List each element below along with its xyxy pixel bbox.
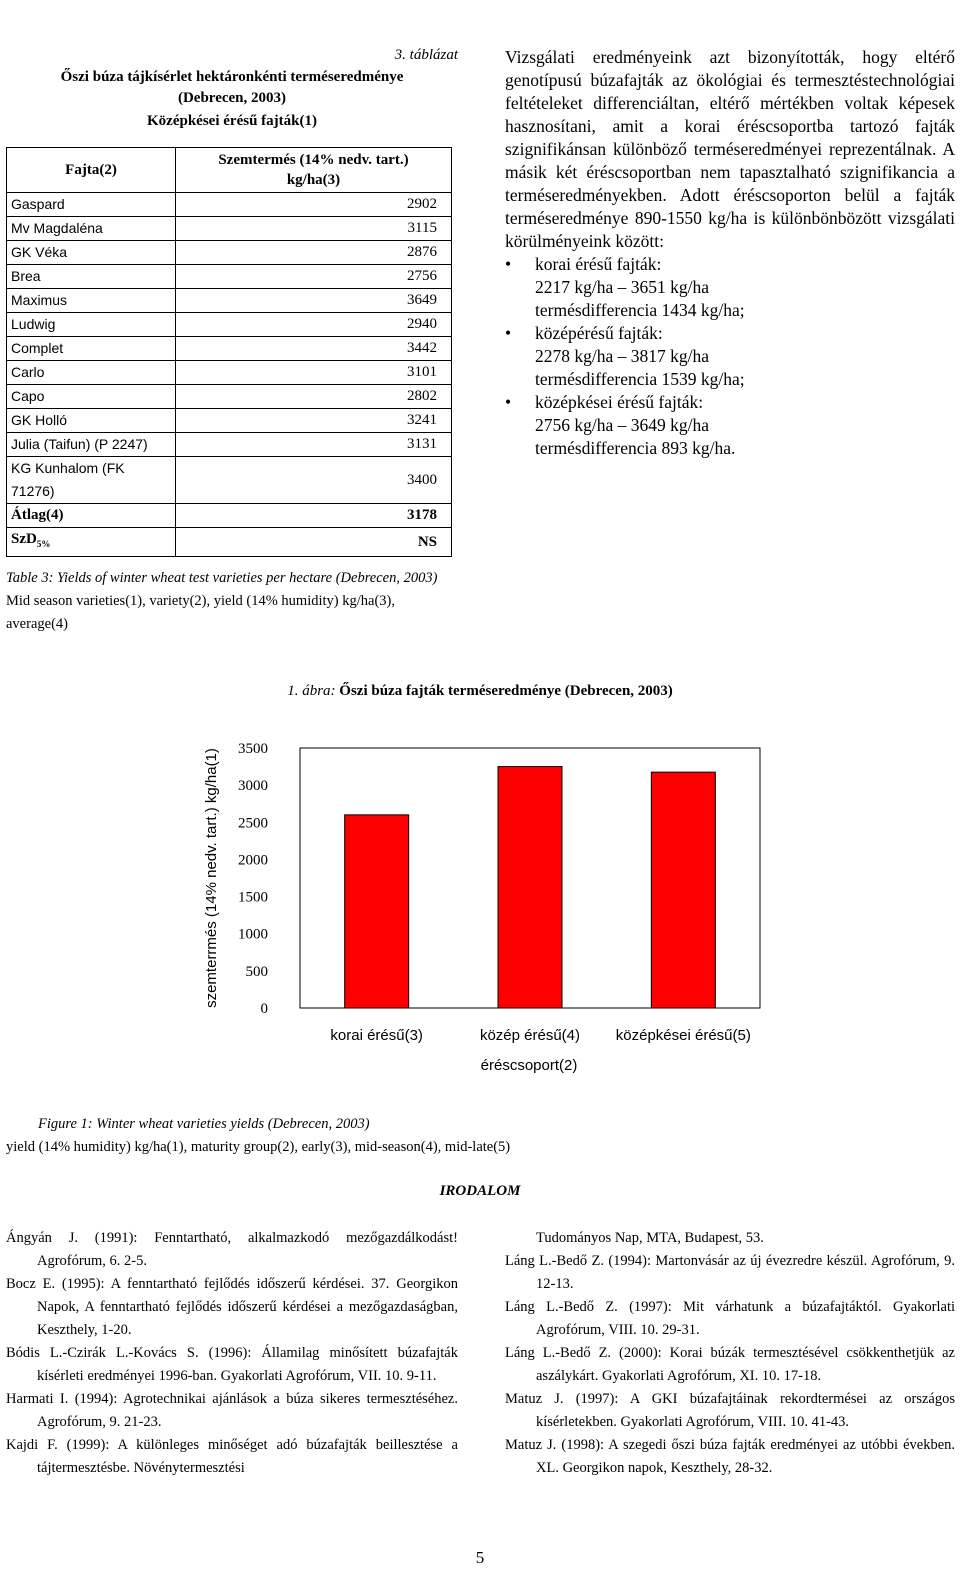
reference-first-line: Kajdi F. (1999): A különleges minőséget adó búzafajták <box>6 1437 367 1453</box>
table-caption <box>6 567 458 636</box>
references-title: IRODALOM <box>439 1183 521 1199</box>
table-row <box>7 241 452 265</box>
x-tick-label: közép érésű(4) <box>479 1027 581 1044</box>
yield-value: 3400 <box>176 457 452 504</box>
reference-rest: termesztéséhez. Agrofórum, 9. 21-23. <box>37 1391 458 1430</box>
header-yield-line-1: Szemtermés (14% nedv. tart.) <box>218 152 409 168</box>
list-item <box>505 322 955 391</box>
reference-first-line: Bódis L.-Czirák L.-Kovács S. (1996): Államilag minősített <box>6 1345 388 1361</box>
table-row <box>7 217 452 241</box>
page-number: 5 <box>475 1548 485 1567</box>
bar <box>345 815 409 1008</box>
table-title-line-1: Őszi búza tájkísérlet hektáronkénti terméseredménye <box>60 69 404 85</box>
reference-rest: csökkenthetjük az aszálykárt. Gyakorlati Agrofórum, XI. 10. 17-18. <box>536 1345 955 1384</box>
list-item <box>505 253 955 322</box>
y-axis-label: szemterrmés (14% nedv. tart.) kg/ha(1) <box>203 748 220 1008</box>
bullet-line-1: középkései érésű fajták: <box>535 392 704 412</box>
bullet-line-2: 2278 kg/ha – 3817 kg/ha <box>535 346 710 366</box>
figure-caption <box>6 1113 766 1159</box>
table-title-line-2: (Debrecen, 2003) <box>177 90 287 106</box>
szd-label: SzD <box>11 531 37 547</box>
yield-value: 2756 <box>176 265 452 289</box>
reference-rest: kísérletekben. Gyakorlati Agrofórum, VIII. 10. 41-43. <box>536 1414 850 1430</box>
bullet-line-2: 2756 kg/ha – 3649 kg/ha <box>535 415 710 435</box>
table-body <box>7 193 452 504</box>
figure-caption-italic: Figure 1: Winter wheat varieties yields (Debrecen, 2003) <box>38 1116 370 1132</box>
table-row <box>7 193 452 217</box>
reference-first-line: Harmati I. (1994): Agrotechnikai ajánlások a búza sikeres <box>6 1391 361 1407</box>
table-row <box>7 433 452 457</box>
yield-bar-chart <box>190 730 770 1080</box>
results-text <box>505 46 955 460</box>
reference-rest: búzafajták kísérleti eredményei 1996-ban. Gyakorlati Agrofórum, VII. 10. 9-11. <box>37 1345 458 1384</box>
yield-value: 2902 <box>176 193 452 217</box>
variety-name: Ludwig <box>7 313 176 337</box>
table-row <box>7 385 452 409</box>
reference-item <box>6 1388 458 1434</box>
variety-name: Brea <box>7 265 176 289</box>
variety-name: GK Holló <box>7 409 176 433</box>
reference-item <box>505 1296 955 1342</box>
bullet-line-3: termésdifferencia 893 kg/ha. <box>535 438 736 458</box>
variety-name: Capo <box>7 385 176 409</box>
variety-name: Complet <box>7 337 176 361</box>
average-value: 3178 <box>176 504 452 528</box>
header-yield-line-2: kg/ha(3) <box>286 172 341 188</box>
variety-name: Julia (Taifun) (P 2247) <box>7 433 176 457</box>
y-tick-label: 3000 <box>238 778 268 795</box>
variety-name: Carlo <box>7 361 176 385</box>
y-tick-label: 1000 <box>238 926 268 943</box>
bar <box>498 767 562 1008</box>
bullet-line-1: korai érésű fajták: <box>535 254 662 274</box>
reference-rest: Agrofórum, VIII. 10. 29-31. <box>536 1322 700 1338</box>
variety-name: KG Kunhalom (FK 71276) <box>7 457 176 504</box>
y-tick-label: 1500 <box>238 889 268 906</box>
table-block <box>6 46 458 557</box>
reference-rest: beillesztése a tájtermesztésbe. Növénytermesztési <box>37 1437 458 1476</box>
reference-item <box>6 1273 458 1342</box>
reference-rest: Agrofórum, 6. 2-5. <box>37 1253 147 1269</box>
bullet-line-2: 2217 kg/ha – 3651 kg/ha <box>535 277 710 297</box>
table-title-line-3: Középkései érésű fajták(1) <box>147 113 317 129</box>
reference-item <box>505 1434 955 1480</box>
yield-value: 2876 <box>176 241 452 265</box>
szd-label-cell <box>7 528 176 557</box>
reference-first-line: Matuz J. (1998): A szegedi őszi búza fajták eredményei az utóbbi <box>505 1437 899 1453</box>
yield-value: 3101 <box>176 361 452 385</box>
bar <box>651 772 715 1008</box>
yield-value: 3131 <box>176 433 452 457</box>
yield-value: 2940 <box>176 313 452 337</box>
header-variety: Fajta(2) <box>7 148 176 193</box>
reference-item <box>6 1227 458 1273</box>
figure-title <box>0 683 960 700</box>
reference-first-line: Láng L.-Bedő Z. (1994): Martonvásár az új évezredre készül. <box>505 1253 868 1269</box>
bullet-line-1: középérésű fajták: <box>535 323 663 343</box>
variety-name: Gaspard <box>7 193 176 217</box>
bullet-icon: • <box>505 254 512 274</box>
reference-first-line: Bocz E. (1995): A fenntartható fejlődés időszerű kérdései. 37. <box>6 1276 390 1292</box>
szd-value: NS <box>176 528 452 557</box>
reference-rest: Agrofórum, 9. 12-13. <box>536 1253 955 1292</box>
y-tick-label: 2000 <box>238 852 268 869</box>
references-right-column <box>505 1227 955 1480</box>
table-row <box>7 361 452 385</box>
results-bullet-list <box>505 253 955 460</box>
table-average-row <box>7 504 452 528</box>
yield-value: 3649 <box>176 289 452 313</box>
yield-value: 3442 <box>176 337 452 361</box>
x-axis-label: éréscsoport(2) <box>480 1057 578 1074</box>
reference-first-line: Láng L.-Bedő Z. (2000): Korai búzák termesztésével <box>505 1345 839 1361</box>
reference-first-line: Láng L.-Bedő Z. (1997): Mit várhatunk a búzafajtáktól. Gyakorlati <box>505 1299 955 1315</box>
reference-rest: években. XL. Georgikon napok, Keszthely, 28-32. <box>536 1437 956 1476</box>
bullet-icon: • <box>505 392 512 412</box>
variety-name: Maximus <box>7 289 176 313</box>
figure-caption-normal: yield (14% humidity) kg/ha(1), maturity group(2), early(3), mid-season(4), mid-late(5) <box>6 1139 511 1155</box>
table-szd-row <box>7 528 452 557</box>
reference-item <box>6 1342 458 1388</box>
table-row <box>7 313 452 337</box>
table-header-row <box>7 148 452 193</box>
references-left-column <box>6 1227 458 1480</box>
x-tick-label: középkései érésű(5) <box>615 1027 751 1044</box>
yield-table <box>6 147 452 557</box>
figure-label: 1. ábra: <box>287 683 336 699</box>
table-row <box>7 457 452 504</box>
yield-value: 3115 <box>176 217 452 241</box>
table-row <box>7 337 452 361</box>
table-row <box>7 409 452 433</box>
bullet-line-3: termésdifferencia 1539 kg/ha; <box>535 369 745 389</box>
reference-first-line: Matuz J. (1997): A GKI búzafajtáinak rekordtermései az országos <box>505 1391 955 1407</box>
y-tick-label: 3500 <box>238 741 268 757</box>
table-row <box>7 265 452 289</box>
reference-item <box>505 1388 955 1434</box>
x-tick-label: korai érésű(3) <box>330 1027 423 1044</box>
y-tick-label: 500 <box>245 963 268 980</box>
szd-subscript: 5% <box>36 539 51 549</box>
table-caption-italic: Table 3: Yields of winter wheat test varieties per hectare (Debrecen, 2003) <box>6 570 438 586</box>
y-tick-label: 0 <box>260 1001 268 1017</box>
table-row <box>7 289 452 313</box>
list-item <box>505 391 955 460</box>
bullet-line-3: termésdifferencia 1434 kg/ha; <box>535 300 745 320</box>
reference-rest: Georgikon Napok, A fenntartható fejlődés időszerű kérdései a mezőgazdaságban, Keszthely, 1-20. <box>37 1276 458 1338</box>
yield-value: 3241 <box>176 409 452 433</box>
reference-continuation: Tudományos Nap, MTA, Budapest, 53. <box>536 1230 764 1246</box>
figure-title-text: Őszi búza fajták terméseredménye (Debrecen, 2003) <box>339 683 673 699</box>
table-label: 3. táblázat <box>394 47 458 63</box>
table-caption-normal: Mid season varieties(1), variety(2), yield (14% humidity) kg/ha(3), average(4) <box>6 593 395 632</box>
reference-item <box>505 1250 955 1296</box>
reference-first-line: Ángyán J. (1991): Fenntartható, alkalmazkodó mezőgazdálkodást! <box>6 1230 458 1246</box>
header-yield <box>176 148 452 193</box>
reference-item <box>6 1434 458 1480</box>
average-label: Átlag(4) <box>7 504 176 528</box>
variety-name: Mv Magdaléna <box>7 217 176 241</box>
variety-name: GK Véka <box>7 241 176 265</box>
y-tick-label: 2500 <box>238 815 268 832</box>
results-paragraph: Vizsgálati eredményeink azt bizonyították, hogy eltérő genotípusú búzafajták az ökológiai és termesztéstechnológiai feltételeket differenciáltan, eltérő mértékben voltak képesek hasznosítani, amit a korai éréscsoportba tartozó fajták szignifikánsan különböző terméseredményei reprezentálnak. A másik két éréscsoportban nem tapasztalható szignifikancia a terméseredményekben. Adott éréscsoporton belül a fajták terméseredménye 890-1550 kg/ha is különbönbözött vizsgálati körülményeink között: <box>505 47 955 251</box>
reference-item <box>505 1342 955 1388</box>
bullet-icon: • <box>505 323 512 343</box>
yield-value: 2802 <box>176 385 452 409</box>
